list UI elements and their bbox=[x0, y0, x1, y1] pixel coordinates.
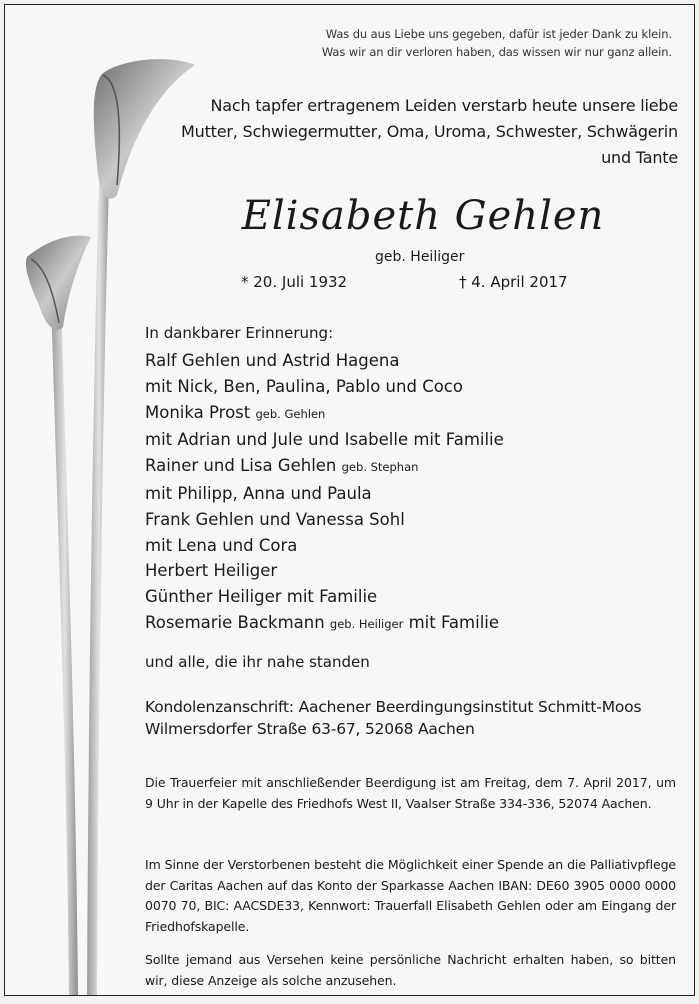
family-list bbox=[145, 348, 504, 638]
maiden-name-note: geb. Heiliger bbox=[329, 616, 404, 631]
announcement-text bbox=[143, 93, 678, 171]
family-member: Ralf Gehlen und Astrid Hagena bbox=[145, 351, 400, 370]
announcement-line: Nach tapfer ertragenem Leiden verstarb heute unsere liebe bbox=[210, 96, 678, 115]
family-member: mit Adrian und Jule und Isabelle mit Familie bbox=[145, 430, 504, 450]
list-item bbox=[145, 507, 504, 533]
maiden-name-note: geb. Stephan bbox=[341, 460, 419, 475]
deceased-name: Elisabeth Gehlen bbox=[241, 193, 605, 239]
donation-info: Im Sinne der Verstorbenen besteht die Möglichkeit einer Spende an die Palliativpflege der Caritas Aachen auf das Konto der Sparkasse Aachen IBAN: DE60 3905 0000 0000 0070 70, BIC: AACSDE33, Kennwort: Trauerfall Elisabeth Gehlen oder am Eingang der Friedhofskapelle. bbox=[145, 857, 676, 934]
family-member: mit Philipp, Anna und Paula bbox=[145, 483, 372, 503]
list-item bbox=[145, 348, 504, 374]
death-date: † 4. April 2017 bbox=[459, 273, 568, 291]
condolence-line: Wilmersdorfer Straße 63-67, 52068 Aachen bbox=[145, 720, 475, 738]
maiden-name: geb. Heiliger bbox=[375, 249, 465, 265]
list-item bbox=[145, 533, 504, 559]
list-item bbox=[145, 558, 504, 584]
memorial-quote bbox=[322, 25, 672, 61]
funeral-info: Die Trauerfeier mit anschließender Beerdigung ist am Freitag, dem 7. April 2017, um 9 Uhr in der Kapelle des Friedhofs West II, Vaalser Straße 334-336, 52074 Aachen. bbox=[145, 775, 676, 811]
list-item bbox=[145, 427, 504, 453]
maiden-name-note: geb. Gehlen bbox=[255, 406, 326, 421]
announcement-line: Mutter, Schwiegermutter, Oma, Uroma, Schwester, Schwägerin bbox=[181, 122, 678, 141]
family-member: Rainer und Lisa Gehlen bbox=[145, 456, 337, 476]
family-member: mit Lena und Cora bbox=[145, 535, 298, 555]
list-item bbox=[145, 453, 504, 481]
family-member: Herbert Heiliger bbox=[145, 561, 278, 581]
family-suffix: mit Familie bbox=[408, 612, 500, 632]
memory-heading: In dankbarer Erinnerung: bbox=[145, 324, 334, 342]
condolence-line: Kondolenzanschrift: Aachener Beerdingungsinstitut Schmitt-Moos bbox=[145, 698, 642, 716]
quote-line: Was wir an dir verloren haben, das wissen wir nur ganz allein. bbox=[321, 45, 672, 59]
family-member: mit Nick, Ben, Paulina, Pablo und Coco bbox=[145, 376, 463, 396]
announcement-line: und Tante bbox=[601, 148, 678, 167]
condolence-address bbox=[145, 696, 641, 740]
closing-line: und alle, die ihr nahe standen bbox=[145, 653, 370, 671]
family-member: Rosemarie Backmann bbox=[145, 612, 325, 632]
list-item bbox=[145, 400, 504, 428]
notice-disclaimer: Sollte jemand aus Versehen keine persönliche Nachricht erhalten haben, so bitten wir, diese Anzeige als solche anzusehen. bbox=[145, 952, 676, 988]
list-item bbox=[145, 374, 504, 400]
birth-date: * 20. Juli 1932 bbox=[241, 273, 348, 291]
obituary-notice bbox=[4, 4, 695, 996]
family-member: Monika Prost bbox=[145, 402, 251, 422]
list-item bbox=[145, 610, 504, 638]
family-member: Günther Heiliger mit Familie bbox=[145, 587, 378, 607]
quote-line: Was du aus Liebe uns gegeben, dafür ist jeder Dank zu klein. bbox=[325, 27, 672, 41]
list-item bbox=[145, 584, 504, 610]
family-member: Frank Gehlen und Vanessa Sohl bbox=[145, 509, 405, 529]
list-item bbox=[145, 481, 504, 507]
